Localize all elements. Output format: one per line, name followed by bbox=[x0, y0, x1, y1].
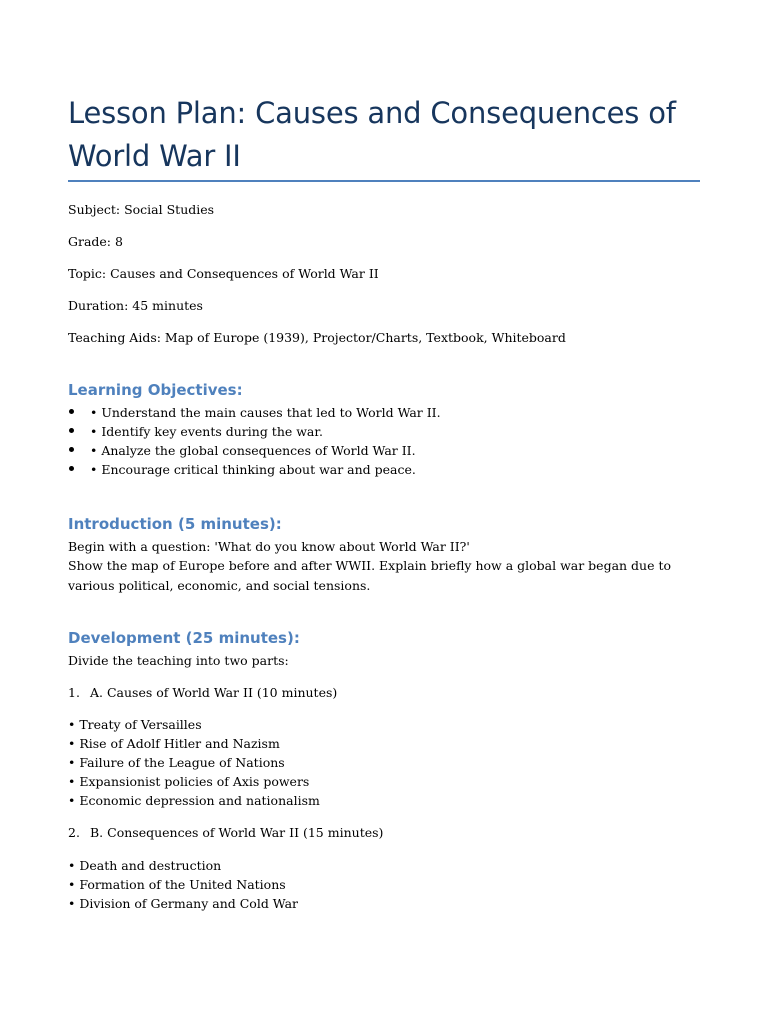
list-item: • Rise of Adolf Hitler and Nazism bbox=[68, 736, 280, 751]
introduction-text: Show the map of Europe before and after WWII. Explain briefly how a global war began due to various political, economic, and social tensions. bbox=[68, 558, 672, 593]
objectives-heading: Learning Objectives: bbox=[68, 381, 243, 399]
part-one-label bbox=[68, 685, 337, 701]
objectives-list bbox=[68, 405, 441, 481]
causes-list bbox=[68, 717, 320, 812]
list-item: • Analyze the global consequences of World War II. bbox=[68, 443, 441, 462]
list-item: • Economic depression and nationalism bbox=[68, 793, 320, 808]
list-item: • Death and destruction bbox=[68, 858, 222, 873]
part-two-label bbox=[68, 825, 383, 841]
duration-line: Duration: 45 minutes bbox=[68, 298, 203, 313]
topic-line: Topic: Causes and Consequences of World War II bbox=[68, 266, 379, 281]
list-item: • Identify key events during the war. bbox=[68, 424, 441, 443]
list-item: • Treaty of Versailles bbox=[68, 717, 202, 732]
introduction-question: Begin with a question: 'What do you know about World War II?' bbox=[68, 539, 470, 554]
list-item: • Formation of the United Nations bbox=[68, 877, 286, 892]
part-number: 1. bbox=[68, 685, 80, 700]
development-heading: Development (25 minutes): bbox=[68, 629, 300, 647]
part-number: 2. bbox=[68, 825, 80, 840]
list-item: • Failure of the League of Nations bbox=[68, 755, 285, 770]
title-divider bbox=[68, 180, 700, 182]
part-label: A. Causes of World War II (10 minutes) bbox=[90, 685, 338, 700]
list-item: • Division of Germany and Cold War bbox=[68, 896, 298, 911]
teaching-aids-line: Teaching Aids: Map of Europe (1939), Projector/Charts, Textbook, Whiteboard bbox=[68, 330, 566, 345]
part-label: B. Consequences of World War II (15 minutes) bbox=[90, 825, 384, 840]
development-intro: Divide the teaching into two parts: bbox=[68, 653, 289, 668]
introduction-heading: Introduction (5 minutes): bbox=[68, 515, 282, 533]
consequences-list bbox=[68, 858, 298, 915]
page-title: Lesson Plan: Causes and Consequences of World War II bbox=[68, 96, 676, 173]
grade-line: Grade: 8 bbox=[68, 234, 123, 249]
list-item: • Understand the main causes that led to World War II. bbox=[68, 405, 441, 424]
subject-line: Subject: Social Studies bbox=[68, 202, 215, 217]
list-item: • Expansionist policies of Axis powers bbox=[68, 774, 310, 789]
list-item: • Encourage critical thinking about war and peace. bbox=[68, 462, 441, 481]
